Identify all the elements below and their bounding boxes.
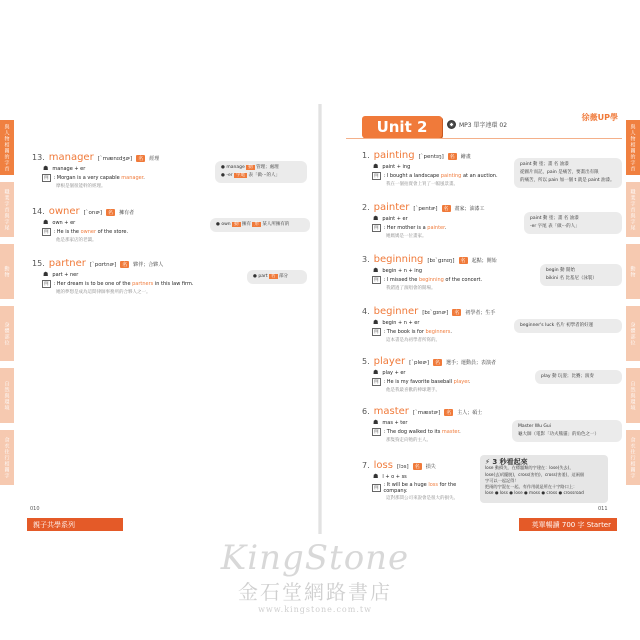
note-text: bikini 名 比基尼（泳裝） — [546, 276, 597, 281]
meaning: 初學者；生手 — [465, 310, 496, 316]
note-text: part — [258, 274, 268, 279]
example-text: It will be a huge — [386, 482, 429, 488]
word-formation: manage + er — [52, 165, 86, 172]
meaning: 起點；開始 — [471, 258, 497, 264]
translation: 我錯過了演唱會的開場。 — [386, 286, 436, 291]
note-text: Master Wu Gui — [518, 424, 551, 429]
note-text: beginner's luck 名片 初學者的好運 — [520, 323, 594, 328]
tip-box — [480, 455, 608, 503]
example-highlight: loss — [428, 482, 438, 488]
entry-number: 15. — [32, 259, 45, 268]
side-tab[interactable]: 身體部位 — [0, 306, 14, 361]
word-formation: begin + n + er — [382, 319, 420, 326]
translation: 這對那間公司來說會是很大的損失。 — [386, 496, 458, 501]
note-tag: 動 — [248, 165, 253, 170]
example-text: Morgan is a very capable — [56, 175, 122, 181]
example-text: of the store. — [96, 229, 129, 235]
pronunciation: [bɪˋgɪnɪŋ] — [427, 258, 455, 264]
pos-badge: 名 — [414, 464, 420, 470]
example-text: . — [459, 429, 461, 435]
footer-band-left: 親子共學系列 — [27, 518, 123, 531]
translation: 她媽媽是一位畫家。 — [386, 234, 427, 239]
example-text: He is the — [56, 229, 81, 235]
side-tab[interactable]: 職業字首與字尾 — [0, 182, 14, 237]
translation: 她的夢想是成為這間律師事務所的合夥人之一。 — [56, 290, 151, 295]
side-tab[interactable]: 動物 — [0, 244, 14, 299]
meaning: 擁有者 — [119, 210, 135, 216]
pronunciation: [ˋonɚ] — [83, 210, 103, 216]
meaning: 選手；運動員；表演者 — [446, 360, 497, 366]
meaning: 畫家；油漆工 — [454, 206, 485, 212]
note-bubble: ● part 名 部分 — [247, 270, 307, 284]
person-icon: ☗ — [373, 473, 379, 480]
headword: player — [373, 356, 406, 367]
headword: beginner — [373, 306, 419, 317]
example-text: I missed the — [386, 277, 419, 283]
word-formation: own + er — [52, 219, 76, 226]
note-tag: 名 — [271, 274, 276, 279]
entry-number: 1. — [362, 151, 370, 160]
note-text: begin 動 開始 — [546, 268, 575, 273]
person-icon: ☗ — [43, 165, 49, 172]
side-tab[interactable]: 身體部位 — [626, 306, 640, 361]
headword: manager — [48, 152, 94, 163]
note-text: -er — [226, 173, 233, 178]
page-number-right: 011 — [598, 506, 608, 512]
headword: loss — [373, 460, 393, 471]
note-text: paint 動 塗；畫 名 油漆 — [530, 216, 579, 221]
entry-number: 6. — [362, 407, 370, 416]
example-text: . — [444, 225, 447, 231]
entry-number: 2. — [362, 203, 370, 212]
example-text: Her dream is to be one of the — [56, 281, 133, 287]
note-text: own — [221, 222, 231, 227]
entry-number: 7. — [362, 461, 370, 470]
note-text: -er 字尾 表「做⋯的人」 — [530, 224, 580, 229]
headword: painting — [373, 150, 415, 161]
pronunciation: [ˋmæstɚ] — [412, 410, 441, 416]
word-formation: mas + ter — [382, 419, 408, 426]
word-formation: play + er — [382, 369, 406, 376]
pronunciation: [ˋmænɪdʒɚ] — [97, 156, 133, 162]
vocab-entry: 5. player [ˋpleɚ] 名 選手；運動員；表演者 ☗ play + er 例 : He is my favorite baseball player. 他是我最喜歡的棒球選手。 — [362, 356, 522, 393]
example-badge: 例 — [374, 278, 379, 283]
tip-text: lose 動損失，在標題類的字建在：lose(失去)， — [485, 465, 574, 471]
example-highlight: owner — [80, 229, 97, 235]
example-text: of the concert. — [443, 277, 483, 283]
entry-number: 3. — [362, 255, 370, 264]
vocab-entry: 6. master [ˋmæstɚ] 名 主人；碩士 ☗ mas + ter 例 : The dog walked to its master. 那隻狗走向牠的主人。 — [362, 406, 522, 443]
pos-badge: 名 — [449, 154, 455, 160]
vocab-entry: 13. manager [ˋmænɪdʒɚ] 名 經理 ☗ manage + er 例 : Morgan is a very capable manager. 摩根是個很能幹的經理。 — [32, 152, 212, 189]
side-tab[interactable]: 與人物相關的字首 — [0, 120, 14, 175]
person-icon: ☗ — [373, 267, 379, 274]
watermark-brand: KingStone — [220, 538, 410, 578]
vocab-entry: 3. beginning [bɪˋgɪnɪŋ] 名 起點；開始 ☗ begin + n + ing 例 : I missed the beginning of the concert. 我錯過了演唱會的開場。 — [362, 254, 522, 291]
translation: 他是我最喜歡的棒球選手。 — [386, 388, 440, 393]
example-text: . — [143, 175, 145, 181]
note-bubble — [514, 319, 622, 333]
headword: partner — [48, 258, 86, 269]
example-text: The book is for — [386, 329, 426, 335]
person-icon: ☗ — [373, 319, 379, 326]
note-tag: 動 — [234, 222, 239, 227]
note-text: paint 動 塗；畫 名 油漆 — [520, 162, 569, 167]
pos-badge: 名 — [108, 210, 114, 216]
example-text: at an auction. — [461, 173, 498, 179]
entry-number: 4. — [362, 307, 370, 316]
example-highlight: master — [441, 429, 460, 435]
person-icon: ☗ — [373, 215, 379, 222]
side-tab[interactable]: 與人物相關的字首 — [626, 120, 640, 175]
translation: 那隻狗走向牠的主人。 — [386, 438, 431, 443]
note-text: 擁有 — [242, 222, 252, 227]
note-tag: 形 — [254, 222, 259, 227]
note-bubble: ● manage 動 管理；處理 ● -er 字尾 表「做⋯的人」 — [215, 161, 307, 183]
unit-title: Unit 2 — [362, 116, 442, 138]
example-badge: 例 — [44, 282, 49, 287]
example-highlight: player — [453, 379, 469, 385]
note-bubble — [535, 370, 622, 384]
headword: beginning — [373, 254, 424, 265]
book-spine — [318, 104, 322, 534]
side-tab[interactable]: 食衣住行相關字 — [626, 430, 640, 485]
vocab-entry: 7. loss [lɔs] 名 損失 ☗ l + o + ss 例 : It will be a huge loss for the company. 這對那間公司來說會是很大的損失。 — [362, 460, 480, 501]
watermark-url: www.kingstone.com.tw — [258, 605, 372, 614]
note-text: 部分 — [278, 274, 288, 279]
tip-text: lose(去)/(擺脫)，cross(害怕)，cross(害羞)，這兩個 — [485, 471, 585, 477]
series-tag: 徐薇UP學 — [581, 113, 618, 122]
example-text: Her mother is a — [386, 225, 428, 231]
word-formation: part + ner — [52, 271, 79, 278]
page-number-left: 010 — [30, 506, 40, 512]
translation: 摩根是個很能幹的經理。 — [56, 184, 106, 189]
meaning: 主人；碩士 — [457, 410, 483, 416]
left-side-tabs — [0, 120, 14, 492]
vocab-entry: 14. owner [ˋonɚ] 名 擁有者 ☗ own + er 例 : He is the owner of the store. 他是那家店的老闆。 — [32, 206, 212, 243]
example-highlight: painter — [427, 225, 445, 231]
footer-band-right: 英單暢讀 700 字 Starter — [519, 518, 617, 531]
header-divider — [346, 138, 622, 139]
person-icon: ☗ — [373, 163, 379, 170]
meaning: 夥伴；合夥人 — [133, 262, 164, 268]
example-highlight: painting — [440, 173, 462, 179]
example-text: He is my favorite baseball — [386, 379, 454, 385]
translation: 他是那家店的老闆。 — [56, 238, 97, 243]
pronunciation: [bɪˋgɪnɚ] — [422, 310, 449, 316]
pos-badge: 名 — [443, 206, 449, 212]
side-tab[interactable]: 自然與環境 — [626, 368, 640, 423]
mp3-track[interactable] — [447, 120, 507, 129]
tip-title: 3 秒看起來 — [492, 458, 528, 466]
meaning: 繪畫 — [460, 154, 471, 160]
example-badge: 例 — [374, 226, 379, 231]
side-tab[interactable]: 食衣住行相關字 — [0, 430, 14, 485]
person-icon: ☗ — [373, 369, 379, 376]
person-icon: ☗ — [43, 219, 49, 226]
person-icon: ☗ — [43, 271, 49, 278]
note-text: manage — [226, 165, 245, 170]
pos-badge: 名 — [138, 156, 144, 162]
example-highlight: manager — [121, 175, 144, 181]
note-bubble — [514, 158, 622, 188]
example-text: . — [450, 329, 452, 335]
headword: painter — [373, 202, 410, 213]
note-bubble: ● own 動 擁有 形 某人所擁有的 — [210, 218, 310, 232]
vocab-entry: 4. beginner [bɪˋgɪnɚ] 名 初學者；生手 ☗ begin + n + er 例 : The book is for beginners. 這本書是為初學者所寫的。 — [362, 306, 522, 343]
meaning: 損失 — [425, 464, 436, 470]
vocab-entry: 2. painter [ˋpentɚ] 名 畫家；油漆工 ☗ paint + er 例 : Her mother is a painter. 她媽媽是一位畫家。 — [362, 202, 522, 239]
note-text: 從圖片而記，pain 是痛苦，要畫出有限 — [520, 170, 599, 175]
example-highlight: beginning — [418, 277, 444, 283]
note-bubble — [540, 264, 622, 286]
side-tab[interactable]: 職業字首與字尾 — [626, 182, 640, 237]
tip-text: 字可以一起記得！ — [485, 477, 519, 483]
watermark — [215, 538, 415, 614]
word-formation: l + o + ss — [382, 473, 407, 480]
pronunciation: [ˋpentɚ] — [413, 206, 438, 212]
pos-badge: 名 — [435, 360, 441, 366]
note-text: 龜大師（電影「功夫熊貓」的角色之一） — [518, 432, 599, 437]
note-tag: 字尾 — [236, 173, 246, 178]
note-text: play 動 玩耍；比賽；演奏 — [541, 374, 594, 379]
entry-number: 14. — [32, 207, 45, 216]
mp3-label: MP3 單字連環 02 — [459, 122, 508, 129]
vocab-entry: 15. partner [ˋpɑrtnɚ] 名 夥伴；合夥人 ☗ part + ner 例 : Her dream is to be one of the partners in this law firm. 她的夢想是成為這間律師事務所的合夥人之一。 — [32, 258, 232, 295]
entry-number: 5. — [362, 357, 370, 366]
tip-text: 把兩的字混在一起，有作用就是所在十字路口上： — [485, 484, 578, 490]
right-side-tabs — [626, 120, 640, 492]
note-text: 的痛苦，所以 pain 加一個 t 就是 paint 油漆。 — [520, 178, 615, 183]
person-icon: ☗ — [373, 419, 379, 426]
example-badge: 例 — [374, 174, 379, 179]
word-formation: begin + n + ing — [382, 267, 423, 274]
note-bubble — [512, 420, 622, 442]
example-badge: 例 — [374, 330, 379, 335]
headword: owner — [48, 206, 80, 217]
pos-badge: 名 — [454, 310, 460, 316]
example-badge: 例 — [374, 380, 379, 385]
pos-badge: 名 — [122, 262, 128, 268]
pos-badge: 名 — [446, 410, 452, 416]
note-text: 管理；處理 — [256, 165, 279, 170]
example-badge: 例 — [374, 486, 379, 491]
example-text: The dog walked to its — [386, 429, 442, 435]
watermark-cn: 金石堂網路書店 — [238, 580, 392, 604]
pronunciation: [lɔs] — [396, 464, 409, 470]
lightning-icon: ⚡ — [485, 458, 490, 466]
example-text: for the company. — [383, 482, 457, 494]
note-text: 表「做⋯的人」 — [248, 173, 280, 178]
example-text: in this law firm. — [153, 281, 194, 287]
example-badge: 例 — [44, 230, 49, 235]
headword: master — [373, 406, 409, 417]
example-badge: 例 — [374, 430, 379, 435]
pos-badge: 名 — [460, 258, 466, 264]
note-bubble — [524, 212, 622, 234]
translation: 這本書是為初學者所寫的。 — [386, 338, 440, 343]
example-highlight: beginners — [425, 329, 451, 335]
pronunciation: [ˋpleɚ] — [409, 360, 430, 366]
word-formation: paint + ing — [382, 163, 411, 170]
side-tab[interactable]: 動物 — [626, 244, 640, 299]
example-text: I bought a landscape — [386, 173, 441, 179]
side-tab[interactable]: 自然與環境 — [0, 368, 14, 423]
vocab-entry: 1. painting [ˋpentɪŋ] 名 繪畫 ☗ paint + ing 例 : I bought a landscape painting at an auction. 我在一個拍賣會上買了一幅風景畫。 — [362, 150, 522, 187]
example-text: . — [468, 379, 471, 385]
translation: 我在一個拍賣會上買了一幅風景畫。 — [386, 182, 458, 187]
example-badge: 例 — [44, 176, 49, 181]
pronunciation: [ˋpɑrtnɚ] — [89, 262, 117, 268]
cd-icon — [447, 120, 456, 129]
meaning: 經理 — [149, 156, 160, 162]
example-highlight: partners — [132, 281, 154, 287]
word-formation: paint + er — [382, 215, 408, 222]
entry-number: 13. — [32, 153, 45, 162]
note-text: 某人所擁有的 — [262, 222, 290, 227]
pronunciation: [ˋpentɪŋ] — [418, 154, 444, 160]
tip-text: lose ● loss ● lose ● moss ● cross ● crossroad — [485, 490, 584, 496]
